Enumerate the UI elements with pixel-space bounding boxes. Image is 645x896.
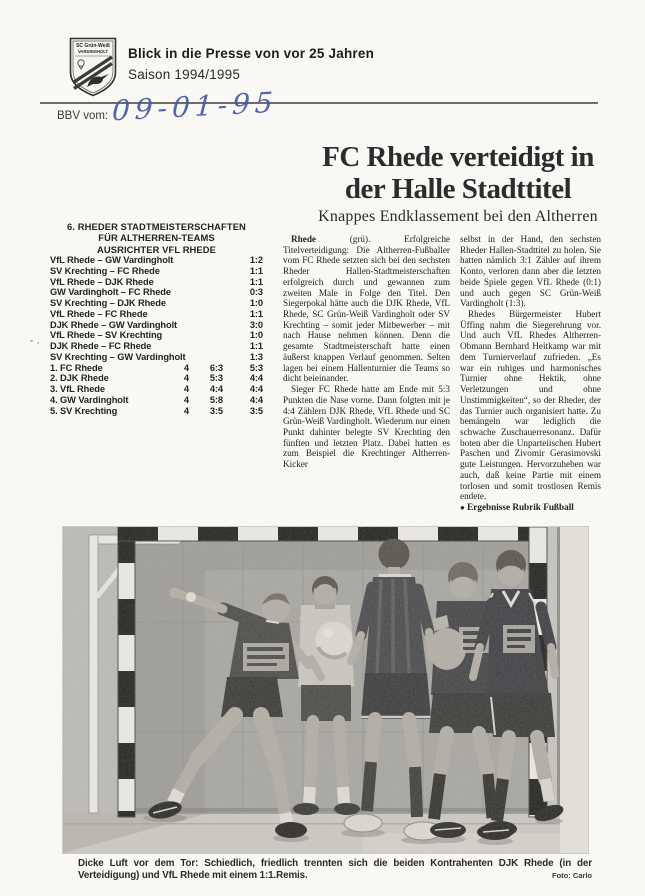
headline-line-1: FC Rhede verteidigt in <box>322 141 594 173</box>
photo-illustration <box>63 527 588 853</box>
standing-goals: 5:8 <box>209 394 223 405</box>
match-score: 1:0 <box>249 330 263 341</box>
standing-row <box>50 363 263 374</box>
match-score: 1:1 <box>249 265 263 276</box>
scan-speck <box>30 340 33 342</box>
match-row <box>50 309 263 320</box>
scan-speck <box>37 342 39 344</box>
match-pairing: VfL Rhede – GW Vardingholt <box>50 255 174 266</box>
photo-credit: Foto: Carlo <box>546 871 592 880</box>
article-column-left <box>283 234 450 470</box>
match-row <box>50 341 263 352</box>
article-paragraph <box>283 234 450 384</box>
standing-goals: 3:5 <box>209 405 223 416</box>
standing-games: 4 <box>183 405 189 416</box>
match-row <box>50 287 263 298</box>
date-label: BBV vom: <box>57 110 109 122</box>
match-pairing: VfL Rhede – FC Rhede <box>50 308 148 319</box>
headline-line-2: der Halle Stadttitel <box>344 173 572 205</box>
badge-club-name: SC Grün-Weiß <box>76 43 110 49</box>
article-subheadline: Knappes Endklassement bei den Altherren <box>318 208 598 225</box>
badge-club-place: VARDINGHOLT <box>77 49 109 54</box>
article-paragraph-text: (grü). Erfolgreiche Titelverteidigung: Die Altherren-Fußballer vom FC Rhede setzten sich bei den sechsten Rheder Hallen-Stadtmeisterschaften erfolgreich durch und gewannen zum zweiten Male in Folge den Titel. Den Siegerpokal hätte auch die DJK Rhede, VfL Rhede, SC Grün-Weiß Vardingholt oder SV Krechting – somit jeder Mitbewerber – mit nach Hause nehmen können. Denn die gesamte Stadtmeisterschaft hatte einen äußerst knappen Verlauf genommen. Selten lagen bei einem Hallenturnier die Teams so dicht beieinander. <box>283 234 450 384</box>
bullet-text: Ergebnisse Rubrik Fußball <box>464 501 574 512</box>
standing-points: 5:3 <box>249 362 263 373</box>
page-title: Blick in die Presse von vor 25 Jahren <box>128 46 375 61</box>
match-pairing: DJK Rhede – GW Vardingholt <box>50 319 178 330</box>
match-row <box>50 320 263 331</box>
standing-row <box>50 395 263 406</box>
standing-row <box>50 406 263 417</box>
match-pairing: GW Vardingholt – FC Rhede <box>50 287 171 298</box>
results-box <box>50 221 263 416</box>
match-score: 3:0 <box>249 319 263 330</box>
results-title: AUSRICHTER VFL RHEDE <box>96 243 217 255</box>
match-score: 1:1 <box>249 308 263 319</box>
standing-goals: 4:4 <box>209 384 223 395</box>
standing-points: 4:4 <box>249 394 263 405</box>
photo-caption-block <box>78 858 592 883</box>
standing-goals: 5:3 <box>209 373 223 384</box>
match-score: 1:3 <box>249 351 263 362</box>
standing-row <box>50 373 263 384</box>
match-pairing: VfL Rhede – DJK Rhede <box>50 276 154 287</box>
club-badge <box>67 36 119 98</box>
match-row <box>50 266 263 277</box>
season-subtitle: Saison 1994/1995 <box>128 67 241 82</box>
standing-team: 1. FC Rhede <box>50 362 103 373</box>
match-score: 1:2 <box>249 255 263 266</box>
match-row <box>50 352 263 363</box>
match-pairing: SV Krechting – GW Vardingholt <box>50 351 186 362</box>
match-row <box>50 255 263 266</box>
standing-points: 3:5 <box>249 405 263 416</box>
match-score: 1:1 <box>249 276 263 287</box>
match-row <box>50 298 263 309</box>
standing-team: 2. DJK Rhede <box>50 373 109 384</box>
match-pairing: SV Krechting – DJK Rhede <box>50 298 166 309</box>
standing-points: 4:4 <box>249 373 263 384</box>
photo-caption: Dicke Luft vor dem Tor: Schiedlich, friedlich trennten sich die beiden Kontrahenten DJK Rhede (in der Verteidigung) und VfL Rhede mit einem 1:1.Remis. <box>78 858 592 882</box>
match-score: 1:1 <box>249 341 263 352</box>
photo-grain <box>63 527 588 853</box>
results-title: 6. RHEDER STADTMEISTERSCHAFTEN <box>67 221 246 232</box>
standing-games: 4 <box>183 362 189 373</box>
article-photo <box>63 527 588 853</box>
standing-goals: 6:3 <box>209 362 223 373</box>
standing-row <box>50 384 263 395</box>
standing-team: 3. VfL Rhede <box>50 384 105 395</box>
match-score: 1:0 <box>249 298 263 309</box>
article-lead-word: Rhede <box>291 234 317 244</box>
bullet-icon: ● <box>460 502 465 512</box>
results-title: FÜR ALTHERREN-TEAMS <box>98 232 215 244</box>
match-row <box>50 277 263 288</box>
standing-games: 4 <box>183 373 189 384</box>
article-paragraph: selbst in der Hand, den sechsten Rheder Hallen-Stadttitel zu holen. Sie hatten nämlich 3:1 Zähler auf ihrem Konto, verloren dann aber die letzten beide Spiele gegen VfL Rhede (0:1) und auch gegen SC Grün-Weiß Vardingholt (1:3). <box>460 234 601 309</box>
article-bullet-line <box>460 502 601 514</box>
standing-team: 5. SV Krechting <box>50 405 118 416</box>
article-headline <box>278 141 638 205</box>
handwritten-date: 09-01-95 <box>111 85 279 128</box>
standing-games: 4 <box>183 394 189 405</box>
standing-team: 4. GW Vardingholt <box>50 394 129 405</box>
match-score: 0:3 <box>249 287 263 298</box>
standing-games: 4 <box>183 384 189 395</box>
article-paragraph: Rhedes Bürgermeister Hubert Üffing nahm die Siegerehrung vor. Und auch VfL Rhedes Altherren-Obmann Bernhard Heitkamp war mit dem Turnierverlauf zufrieden. „Es war ein ruhiges und harmonisches Turnier ohne Hektik, ohne Verletzungen und ohne Unstimmigkeiten“, so der Rheder, der das Turnier auch organisiert hatte. Zu bemängeln war lediglich die schwache Zuschauerresonanz. Dafür boten aber die Unparteiischen Hubert Paschen und Zivomir Gerasimovski gute Leistungen. Hervorzuheben war auch, daß keine Partie mit einem torlosen und somit trostlosen Remis endete. <box>460 309 601 502</box>
match-row <box>50 330 263 341</box>
match-pairing: VfL Rhede – SV Krechting <box>50 330 163 341</box>
article-paragraph: Sieger FC Rhede hatte am Ende mit 5:3 Punkten die Nase vorne. Dann folgten mit je 4:4 Zählern DJK Rhede, VfL Rhede und SC Grün-Weiß Vardingholt. Wiederum nur einen Punkt dahinter belegte SV Krechting den fünften und letzten Platz. Dabei hatten es zum Beispiel die Krechtinger Altherren-Kicker <box>283 384 450 470</box>
match-pairing: DJK Rhede – FC Rhede <box>50 341 152 352</box>
standing-points: 4:4 <box>249 384 263 395</box>
match-pairing: SV Krechting – FC Rhede <box>50 265 160 276</box>
article-column-right <box>460 234 601 514</box>
